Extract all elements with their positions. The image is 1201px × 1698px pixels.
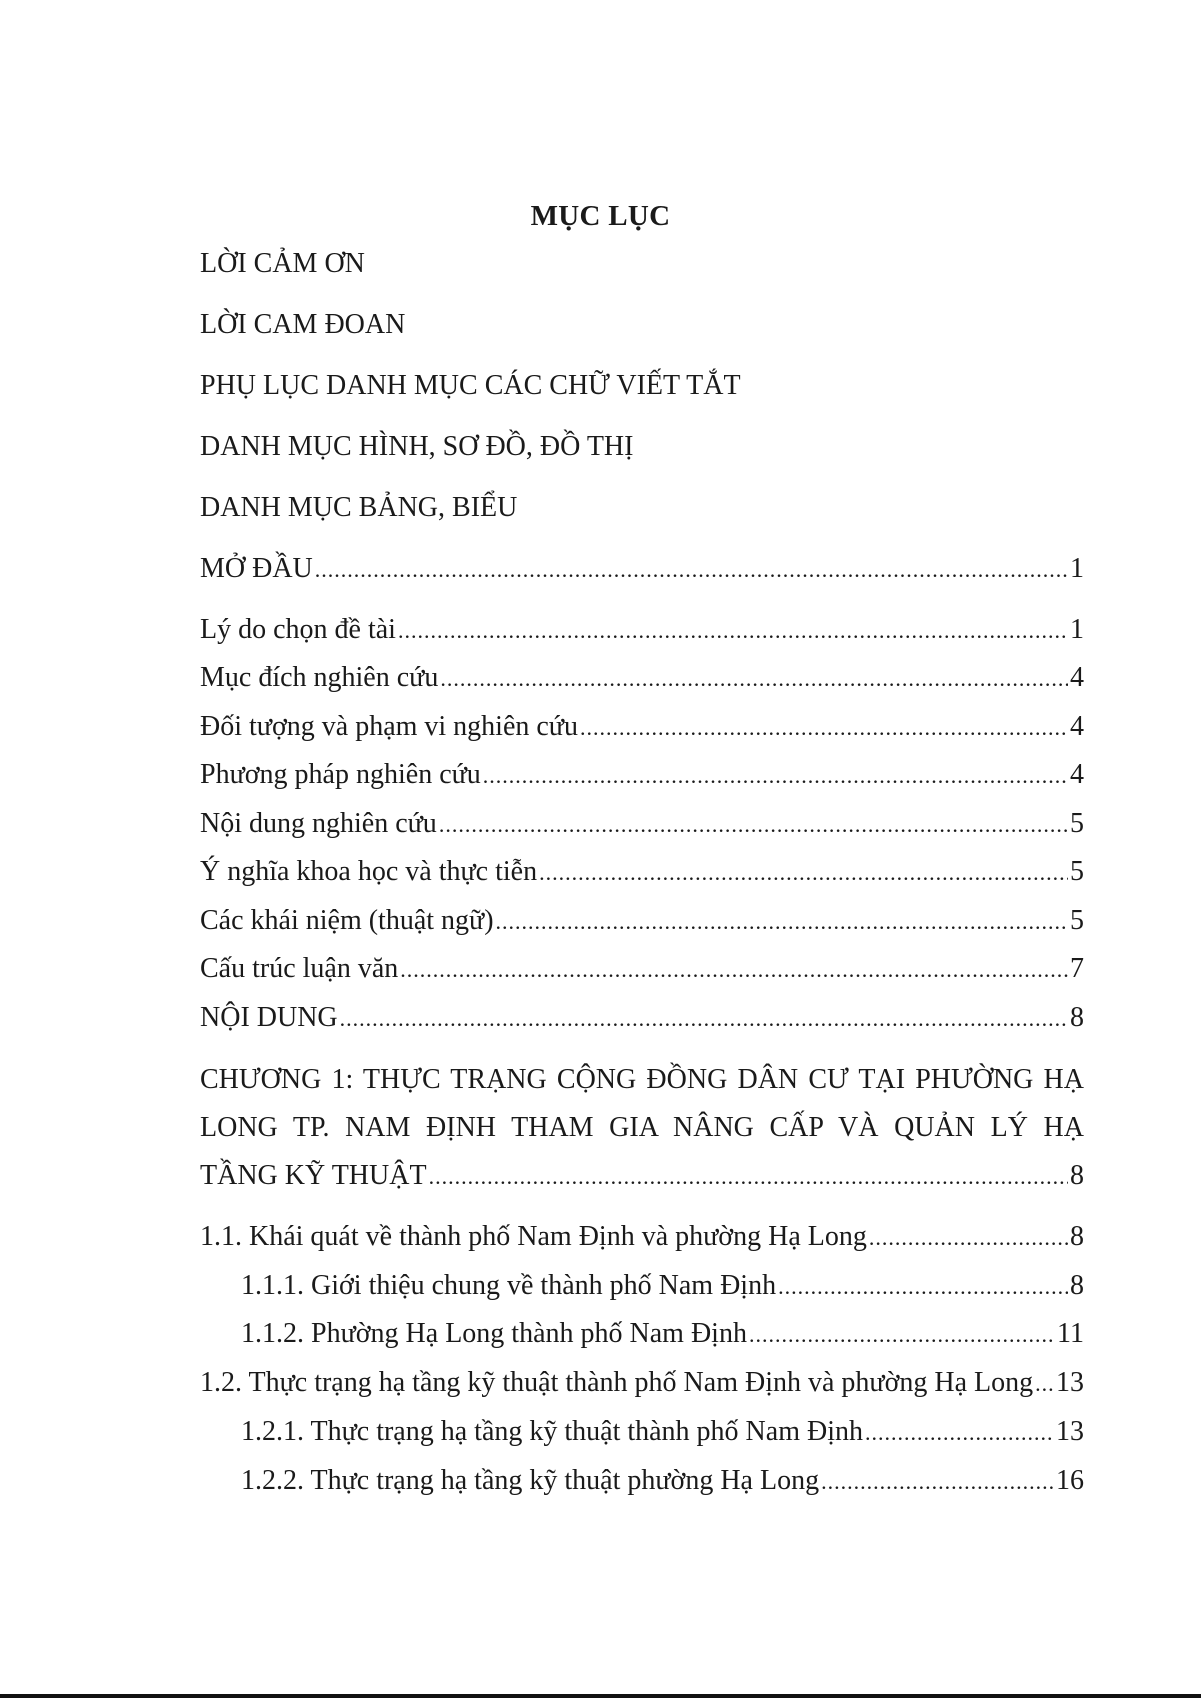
toc-entry[interactable]: [200, 854, 1084, 891]
toc-entry-page: 13: [1056, 1416, 1084, 1447]
dot-leader: [429, 1153, 1068, 1201]
toc-entry-title: 1.1.2. Phường Hạ Long thành phố Nam Định: [241, 1318, 747, 1349]
toc-entry-title: Các khái niệm (thuật ngữ): [200, 905, 494, 936]
toc-entry[interactable]: [200, 806, 1084, 843]
dot-leader: [400, 952, 1068, 988]
toc-entry-title: 1.2.1. Thực trạng hạ tầng kỹ thuật thành phố Nam Định: [241, 1416, 863, 1447]
toc-entry[interactable]: [200, 1000, 1084, 1037]
dot-leader: [440, 661, 1068, 697]
dot-leader: [539, 855, 1068, 891]
toc-front-item: DANH MỤC HÌNH, SƠ ĐỒ, ĐỒ THỊ: [200, 431, 634, 462]
toc-entry-title: 1.2. Thực trạng hạ tầng kỹ thuật thành phố Nam Định và phường Hạ Long: [200, 1367, 1034, 1398]
toc-entry-title: Mục đích nghiên cứu: [200, 662, 439, 693]
toc-entry-page: 5: [1070, 905, 1084, 936]
dot-leader: [821, 1464, 1054, 1500]
toc-entry-page: 8: [1070, 1160, 1084, 1191]
dot-leader: [869, 1220, 1068, 1256]
toc-entry-title: Phương pháp nghiên cứu: [200, 759, 481, 790]
dot-leader: [439, 807, 1068, 843]
toc-section-entry[interactable]: [200, 1219, 1084, 1256]
toc-entry-title: 1.1. Khái quát về thành phố Nam Định và phường Hạ Long: [200, 1221, 867, 1252]
toc-entry-page: 4: [1070, 662, 1084, 693]
toc-entry-page: 11: [1057, 1318, 1084, 1349]
dot-leader: [1035, 1366, 1054, 1402]
toc-entry[interactable]: [200, 709, 1084, 746]
toc-entry-page: 16: [1056, 1465, 1084, 1496]
toc-entry-page: 8: [1070, 1221, 1084, 1252]
chapter-title-line: TẦNG KỸ THUẬT: [200, 1160, 427, 1191]
toc-entry-page: 7: [1070, 953, 1084, 984]
toc-entry-page: 1: [1070, 614, 1084, 645]
chapter-title-last-line: [200, 1152, 1084, 1201]
toc-entry-page: 4: [1070, 759, 1084, 790]
toc-entry-title: Nội dung nghiên cứu: [200, 808, 437, 839]
toc-entry[interactable]: [200, 660, 1084, 697]
dot-leader: [398, 613, 1068, 649]
toc-subsection-entry[interactable]: [241, 1414, 1084, 1451]
toc-front-item: LỜI CẢM ƠN: [200, 248, 365, 279]
dot-leader: [496, 904, 1068, 940]
toc-subsection-entry[interactable]: [241, 1463, 1084, 1500]
toc-entry[interactable]: [200, 951, 1084, 988]
toc-entry-title: Ý nghĩa khoa học và thực tiễn: [200, 856, 538, 887]
toc-subsection-entry[interactable]: [241, 1268, 1084, 1305]
toc-entry-title: 1.1.1. Giới thiệu chung về thành phố Nam Định: [241, 1270, 777, 1301]
dot-leader: [340, 1001, 1068, 1037]
toc-subsection-entry[interactable]: [241, 1316, 1084, 1353]
page-title: MỤC LỤC: [530, 200, 671, 232]
toc-section-entry[interactable]: [200, 1365, 1084, 1402]
toc-entry[interactable]: [200, 903, 1084, 940]
toc-front-item: LỜI CAM ĐOAN: [200, 309, 406, 340]
dot-leader: [749, 1317, 1055, 1353]
page-bottom-edge: [0, 1694, 1201, 1698]
toc-chapter-entry[interactable]: [200, 1056, 1084, 1201]
toc-entry[interactable]: [200, 551, 1084, 588]
toc-entry-page: 13: [1056, 1367, 1084, 1398]
toc-entry-title: Cấu trúc luận văn: [200, 953, 399, 984]
toc-entry-title: 1.2.2. Thực trạng hạ tầng kỹ thuật phường Hạ Long: [241, 1465, 820, 1496]
toc-front-item: DANH MỤC BẢNG, BIỂU: [200, 492, 518, 523]
dot-leader: [483, 758, 1068, 794]
toc-entry[interactable]: [200, 612, 1084, 649]
toc-entry-title: MỞ ĐẦU: [200, 553, 313, 584]
toc-entry-title: Đối tượng và phạm vi nghiên cứu: [200, 711, 578, 742]
toc-entry-title: NỘI DUNG: [200, 1002, 338, 1033]
chapter-title-line: LONG TP. NAM ĐỊNH THAM GIA NÂNG CẤP VÀ QUẢN LÝ HẠ: [200, 1112, 1084, 1143]
toc-entry-page: 8: [1070, 1270, 1084, 1301]
toc-front-item: PHỤ LỤC DANH MỤC CÁC CHỮ VIẾT TẮT: [200, 370, 741, 401]
toc-entry-page: 4: [1070, 711, 1084, 742]
dot-leader: [580, 710, 1068, 746]
chapter-title-line: CHƯƠNG 1: THỰC TRẠNG CỘNG ĐỒNG DÂN CƯ TẠI PHƯỜNG HẠ: [200, 1064, 1084, 1095]
toc-entry-page: 8: [1070, 1002, 1084, 1033]
dot-leader: [315, 552, 1068, 588]
toc-entry-page: 5: [1070, 856, 1084, 887]
toc-entry-page: 1: [1070, 553, 1084, 584]
toc-entry-page: 5: [1070, 808, 1084, 839]
toc-entry[interactable]: [200, 757, 1084, 794]
toc-entry-title: Lý do chọn đề tài: [200, 614, 396, 645]
dot-leader: [778, 1269, 1068, 1305]
dot-leader: [865, 1415, 1054, 1451]
